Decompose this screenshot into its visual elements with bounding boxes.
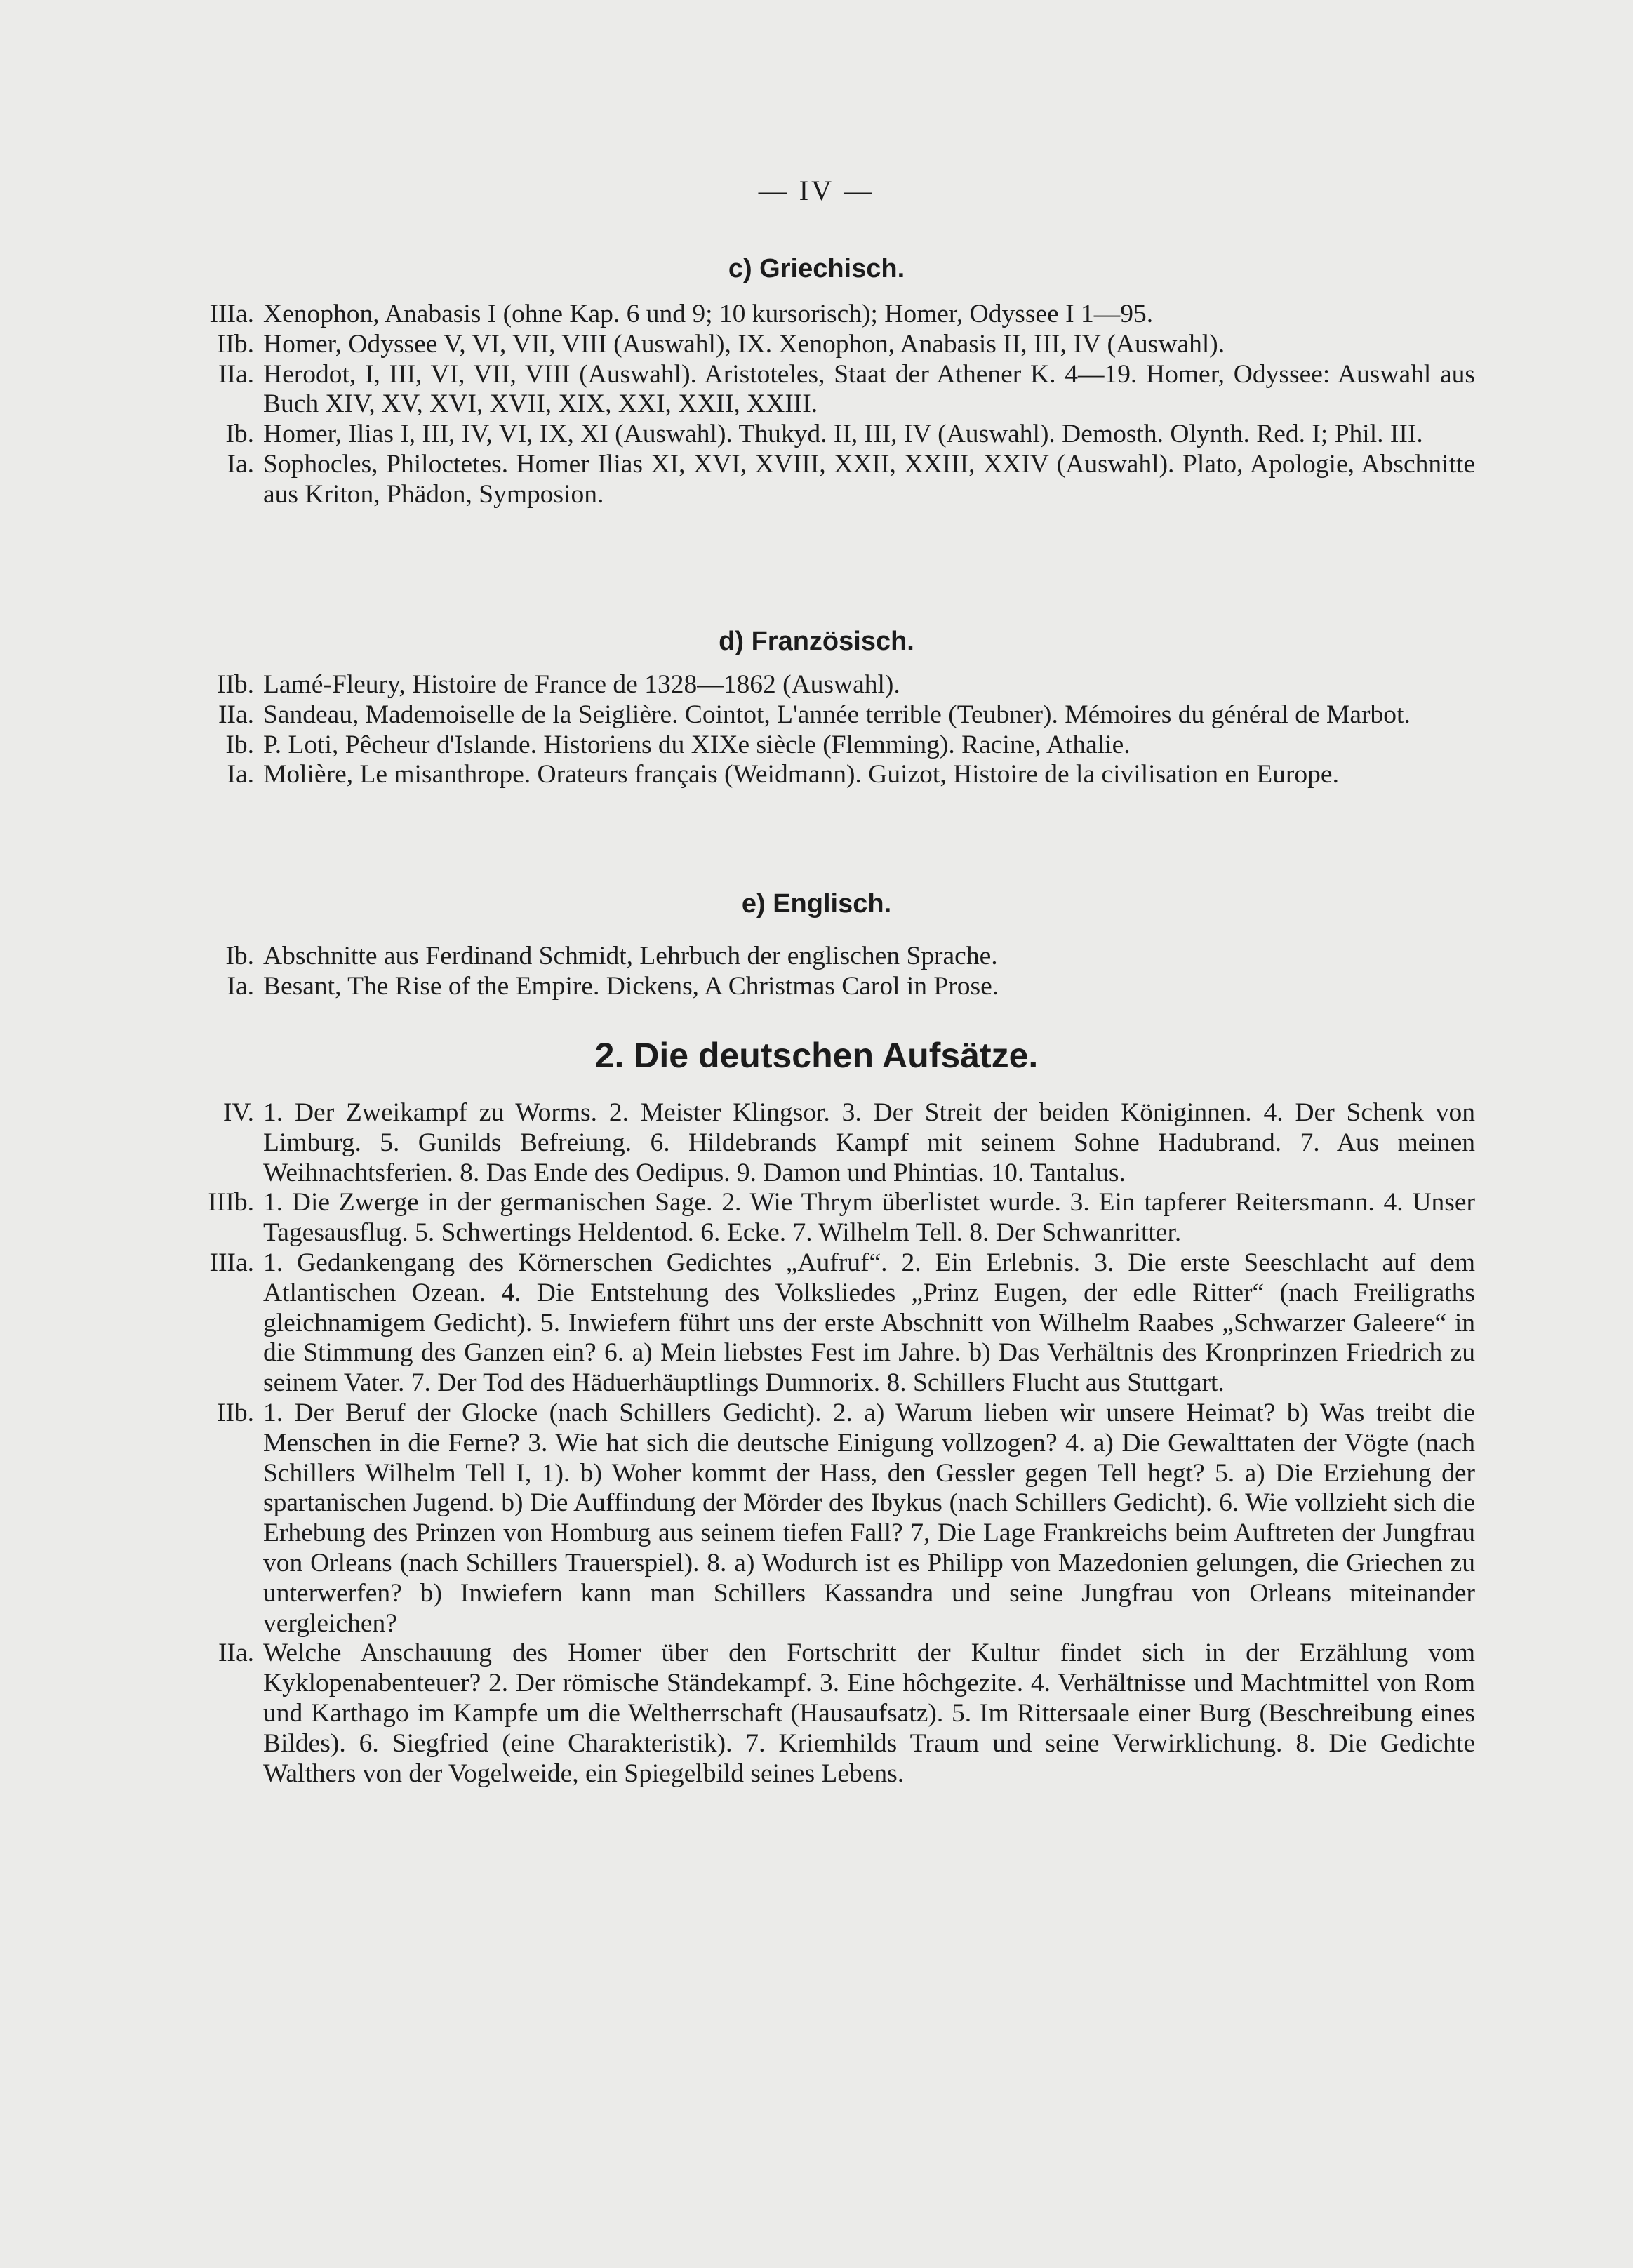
entry-text: Homer, Ilias I, III, IV, VI, IX, XI (Auswahl). Thukyd. II, III, IV (Auswahl). Demosth. Olynth. Red. I; Phil. III. (263, 420, 1423, 449)
entry-text: Herodot, I, III, VI, VII, VIII (Auswahl). Aristoteles, Staat der Athener K. 4—19. Homer, Odyssee: Auswahl aus Buch XIV, XV, XVI, XVII, XIX, XXI, XXII, XXIII. (263, 359, 1475, 419)
heading-griechisch: c) Griechisch. (728, 254, 905, 284)
entry-text: Besant, The Rise of the Empire. Dickens, A Christmas Carol in Prose. (263, 971, 999, 1001)
class-label: Ia. (227, 449, 254, 479)
list-item (168, 942, 1475, 972)
section-franzoesisch (168, 670, 1475, 790)
heading-englisch: e) Englisch. (741, 889, 892, 919)
class-label: IIa. (218, 700, 254, 729)
entry-text: Lamé-Fleury, Histoire de France de 1328—1862 (Auswahl). (263, 670, 900, 699)
class-label: Ib. (225, 942, 254, 970)
entry-text: P. Loti, Pêcheur d'Islande. Historiens du XIXe siècle (Flemming). Racine, Athalie. (263, 730, 1131, 759)
list-item (168, 760, 1475, 790)
entry-text: Abschnitte aus Ferdinand Schmidt, Lehrbuch der englischen Sprache. (263, 942, 998, 970)
class-label: IIIa. (209, 1248, 254, 1277)
class-label: IIIa. (209, 300, 254, 328)
class-label: Ib. (225, 420, 254, 449)
class-label: IIb. (216, 1398, 254, 1427)
entry-text: 1. Der Zweikampf zu Worms. 2. Meister Klingsor. 3. Der Streit der beiden Königinnen. 4. Der Schenk von Limburg. 5. Gunilds Befreiung. 6. Hildebrands Kampf mit seinem Sohne Hadubrand. 7. Aus meinen Weihnachtsferien. 8. Das Ende des Oedipus. 9. Damon und Phintias. 10. Tantalus. (263, 1098, 1475, 1187)
list-item (168, 972, 1475, 1002)
class-label: IIa. (218, 1639, 254, 1668)
class-label: IIIb. (208, 1188, 254, 1218)
list-item (168, 1248, 1475, 1399)
entry-text: Xenophon, Anabasis I (ohne Kap. 6 und 9; 10 kursorisch); Homer, Odyssee I 1—95. (263, 300, 1154, 328)
list-item (168, 1639, 1475, 1789)
page-number: — IV — (758, 175, 875, 206)
entry-text: Sophocles, Philoctetes. Homer Ilias XI, XVI, XVIII, XXII, XXIII, XXIV (Auswahl). Plato, Apologie, Abschnitte aus Kriton, Phädon, Symposion. (263, 449, 1475, 509)
list-item (168, 450, 1475, 510)
list-item (168, 1399, 1475, 1639)
list-item (168, 670, 1475, 700)
entry-text: 1. Der Beruf der Glocke (nach Schillers Gedicht). 2. a) Warum lieben wir unsere Heimat? b) Was treibt die Menschen in die Ferne? 3. Wie hat sich die deutsche Einigung vollzogen? 4. a) Die Gewalttaten der Vögte (nach Schillers Wilhelm Tell I, 1). b) Woher kommt der Hass, den Gessler gegen Tell hegt? 5. a) Die Erziehung der spartanischen Jugend. b) Die Auffindung der Mörder des Ibykus (nach Schillers Gedicht). 6. Wie vollzieht sich die Erhebung des Prinzen von Homburg aus seinem tiefen Fall? 7, Die Lage Frankreichs beim Auftreten der Jungfrau von Orleans (nach Schillers Trauerspiel). 8. a) Wodurch ist es Philipp von Mazedonien gelungen, die Griechen zu unterwerfen? b) Inwiefern kann man Schillers Kassandra und seine Jungfrau von Orleans miteinander vergleichen? (263, 1398, 1475, 1638)
list-item (168, 330, 1475, 360)
entry-text: 1. Gedankengang des Körnerschen Gedichtes „Aufruf“. 2. Ein Erlebnis. 3. Die erste Seeschlacht auf dem Atlantischen Ozean. 4. Die Entstehung des Volksliedes „Prinz Eugen, der edle Ritter“ (nach Freiligraths gleichnamigem Gedicht). 5. Inwiefern führt uns der erste Abschnitt von Wilhelm Raabes „Schwarzer Galeere“ in die Stimmung des Ganzen ein? 6. a) Mein liebstes Fest im Jahre. b) Das Verhältnis des Kronprinzen Friedrich zu seinem Vater. 7. Der Tod des Häduerhäuptlings Dumnorix. 8. Schillers Flucht aus Stuttgart. (263, 1248, 1475, 1398)
list-item (168, 300, 1475, 330)
class-label: Ia. (227, 760, 254, 789)
heading-franzoesisch: d) Französisch. (719, 627, 914, 656)
heading-aufsaetze: 2. Die deutschen Aufsätze. (594, 1036, 1039, 1075)
entry-text: Sandeau, Mademoiselle de la Seiglière. Cointot, L'année terrible (Teubner). Mémoires du général de Marbot. (263, 700, 1411, 729)
section-aufsaetze (168, 1098, 1475, 1789)
class-label: IIa. (218, 359, 254, 389)
list-item (168, 1188, 1475, 1248)
class-label: IIb. (216, 670, 254, 699)
class-label: Ib. (225, 730, 254, 759)
class-label: IV. (222, 1098, 254, 1127)
section-englisch (168, 942, 1475, 1002)
entry-text: Welche Anschauung des Homer über den Fortschritt der Kultur findet sich in der Erzählung vom Kyklopenabenteuer? 2. Der römische Ständekampf. 3. Eine hôchgezite. 4. Verhältnisse und Machtmittel von Rom und Karthago im Kampfe um die Weltherrschaft (Hausaufsatz). 5. Im Rittersaale einer Burg (Beschreibung eines Bildes). 6. Siegfried (eine Charakteristik). 7. Kriemhilds Traum und seine Verwirklichung. 8. Die Gedichte Walthers von der Vogelweide, ein Spiegelbild seines Lebens. (263, 1639, 1475, 1788)
entry-text: Molière, Le misanthrope. Orateurs français (Weidmann). Guizot, Histoire de la civilisation en Europe. (263, 760, 1339, 789)
list-item (168, 700, 1475, 731)
list-item (168, 731, 1475, 761)
entry-text: 1. Die Zwerge in der germanischen Sage. 2. Wie Thrym überlistet wurde. 3. Ein tapferer Reitersmann. 4. Unser Tagesausflug. 5. Schwertings Heldentod. 6. Ecke. 7. Wilhelm Tell. 8. Der Schwanritter. (263, 1188, 1475, 1248)
list-item (168, 420, 1475, 450)
class-label: IIb. (216, 329, 254, 359)
section-griechisch (168, 300, 1475, 510)
class-label: Ia. (227, 971, 254, 1001)
list-item (168, 360, 1475, 420)
list-item (168, 1098, 1475, 1188)
entry-text: Homer, Odyssee V, VI, VII, VIII (Auswahl), IX. Xenophon, Anabasis II, III, IV (Auswahl). (263, 329, 1225, 359)
